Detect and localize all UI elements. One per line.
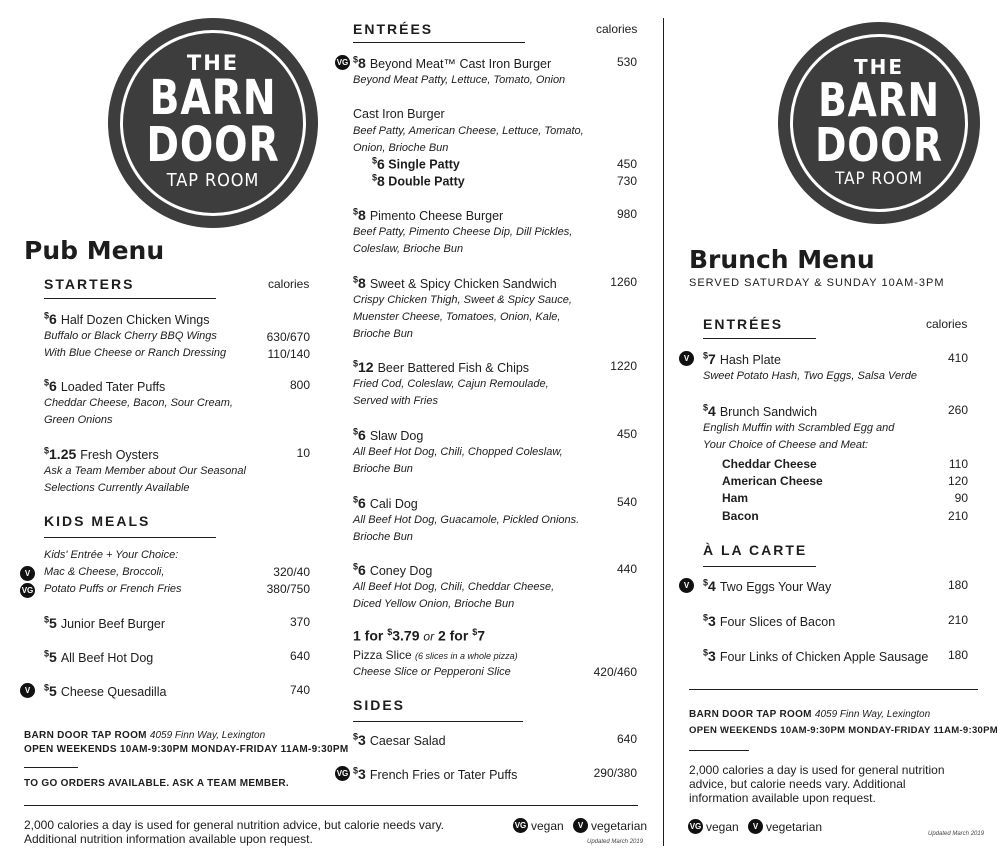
a-la-carte-heading: À LA CARTE: [703, 542, 808, 558]
opening-hours: OPEN WEEKENDS 10AM-9:30PM MONDAY-FRIDAY 11AM-9:30PM: [24, 744, 349, 755]
item-description: English Muffin with Scrambled Egg and Your Choice of Cheese and Meat:: [703, 422, 895, 451]
brunch-menu-title: Brunch Menu: [689, 245, 875, 274]
item-description: Buffalo or Black Cherry BBQ Wings With Blue Cheese or Ranch Dressing: [44, 330, 227, 359]
option-double-patty: $8 Double Patty: [372, 172, 465, 189]
menu-item-chicken-sausage: $3 Four Links of Chicken Apple Sausage: [703, 647, 929, 664]
item-calories: 530: [616, 55, 637, 69]
item-calories: 730: [616, 174, 637, 188]
item-description: Fried Cod, Coleslaw, Cajun Remoulade, Served with Fries: [353, 378, 549, 407]
item-calories: 800: [289, 378, 310, 392]
menu-item-fish-chips: $12 Beer Battered Fish & Chips: [353, 358, 530, 375]
option-single-patty: $6 Single Patty: [372, 155, 460, 172]
item-calories: 640: [289, 649, 310, 663]
menu-item-two-eggs: $4 Two Eggs Your Way: [703, 577, 832, 594]
barn-door-logo-right: THE BARN DOOR TAP ROOM: [778, 22, 980, 224]
divider: [44, 298, 216, 299]
item-calories: 450: [616, 157, 637, 171]
vegetarian-badge: V: [748, 819, 763, 834]
item-calories: 1220: [610, 359, 637, 373]
starters-heading: STARTERS: [44, 276, 135, 292]
item-calories: 450: [616, 427, 637, 441]
option-ham: Ham: [722, 491, 749, 505]
menu-item-fries: $3 French Fries or Tater Puffs: [353, 765, 518, 782]
menu-item-caesar-salad: $3 Caesar Salad: [353, 731, 446, 748]
menu-item-pizza-slice: Pizza Slice (6 slices in a whole pizza): [353, 648, 518, 662]
item-calories: 540: [616, 495, 637, 509]
item-description: Beyond Meat Patty, Lettuce, Tomato, Onion: [353, 74, 566, 86]
vegan-label: vegan: [531, 819, 564, 833]
kids-choice: Potato Puffs or French Fries: [44, 583, 182, 595]
menu-item-junior-burger: $5 Junior Beef Burger: [44, 614, 166, 631]
menu-item-hash-plate: $7 Hash Plate: [703, 350, 781, 367]
kids-meals-heading: KIDS MEALS: [44, 513, 151, 529]
item-calories: 420/460: [593, 665, 637, 679]
option-bacon: Bacon: [722, 509, 759, 523]
restaurant-address: BARN DOOR TAP ROOM 4059 Finn Way, Lexington: [689, 709, 931, 720]
opening-hours: OPEN WEEKENDS 10AM-9:30PM MONDAY-FRIDAY 11AM-9:30PM: [689, 725, 998, 736]
item-description: Beef Patty, American Cheese, Lettuce, Tomato, Onion, Brioche Bun: [353, 125, 584, 154]
divider: [24, 767, 78, 768]
vegan-badge: VG: [335, 55, 350, 70]
menu-item-cali-dog: $6 Cali Dog: [353, 494, 418, 511]
to-go-notice: TO GO ORDERS AVAILABLE. ASK A TEAM MEMBER.: [24, 778, 290, 789]
item-description: All Beef Hot Dog, Chili, Cheddar Cheese, Diced Yellow Onion, Brioche Bun: [353, 581, 555, 610]
updated-date: Updated March 2019: [928, 831, 985, 837]
item-calories: 740: [289, 683, 310, 697]
menu-item-beyond-burger: $8 Beyond Meat™ Cast Iron Burger: [353, 54, 552, 71]
item-calories: 980: [616, 207, 637, 221]
item-calories: 410: [947, 351, 968, 365]
item-calories: 110: [948, 457, 968, 471]
divider: [353, 42, 525, 43]
item-calories: 120: [947, 474, 968, 488]
entrees-calories-label: calories: [596, 22, 638, 36]
vegan-badge: VG: [20, 583, 35, 598]
menu-item-pimento-burger: $8 Pimento Cheese Burger: [353, 206, 504, 223]
restaurant-address: BARN DOOR TAP ROOM 4059 Finn Way, Lexington: [24, 730, 266, 741]
item-calories: 290/380: [593, 766, 637, 780]
menu-item-brunch-sandwich: $4 Brunch Sandwich: [703, 402, 818, 419]
option-cheddar: Cheddar Cheese: [722, 457, 817, 471]
vegetarian-badge: V: [20, 683, 35, 698]
nutrition-note: 2,000 calories a day is used for general nutrition advice, but calorie needs vary. Additional nutrition information available upon request.: [24, 818, 445, 846]
item-calories: 1260: [610, 275, 637, 289]
vegetarian-badge: V: [679, 351, 694, 366]
divider: [353, 721, 523, 722]
divider: [44, 537, 216, 538]
menu-item-bacon-slices: $3 Four Slices of Bacon: [703, 612, 836, 629]
entrees-heading: ENTRÉES: [353, 21, 434, 37]
vegetarian-label: vegetarian: [591, 819, 648, 833]
brunch-calories-label: calories: [926, 317, 968, 331]
item-calories: 10: [296, 446, 310, 460]
vegetarian-badge: V: [20, 566, 35, 581]
item-calories: 260: [947, 403, 968, 417]
menu-item-coney-dog: $6 Coney Dog: [353, 561, 433, 578]
vegan-badge: VG: [335, 766, 350, 781]
item-calories: 630/670 110/140: [266, 330, 310, 361]
pub-menu-title: Pub Menu: [24, 236, 165, 265]
kids-intro: Kids' Entrée + Your Choice:: [44, 549, 179, 561]
bottom-divider: [24, 805, 638, 806]
item-description: All Beef Hot Dog, Chili, Chopped Coleslaw, Brioche Bun: [353, 446, 563, 475]
nutrition-note: 2,000 calories a day is used for general nutrition advice, but calorie needs vary. Additional information available upon request.: [689, 763, 945, 805]
item-description: Ask a Team Member about Our Seasonal Selections Currently Available: [44, 465, 246, 494]
item-description: All Beef Hot Dog, Guacamole, Pickled Onions. Brioche Bun: [353, 514, 580, 543]
menu-item-cast-iron-burger: Cast Iron Burger: [353, 107, 445, 121]
vegan-label: vegan: [706, 820, 739, 834]
vegan-badge: VG: [688, 819, 703, 834]
starters-calories-label: calories: [268, 277, 310, 291]
menu-item-hot-dog: $5 All Beef Hot Dog: [44, 648, 154, 665]
menu-item-oysters: $1.25 Fresh Oysters: [44, 445, 159, 462]
divider: [703, 566, 816, 567]
item-description: Cheddar Cheese, Bacon, Sour Cream, Green Onions: [44, 397, 233, 426]
menu-item-tater-puffs: $6 Loaded Tater Puffs: [44, 377, 166, 394]
divider: [689, 689, 978, 690]
brunch-subtitle: SERVED SATURDAY & SUNDAY 10AM-3PM: [689, 277, 945, 289]
item-calories: 90: [954, 491, 968, 505]
item-calories: 370: [289, 615, 310, 629]
item-calories: 180: [947, 578, 968, 592]
vegetarian-badge: V: [573, 818, 588, 833]
item-description: Cheese Slice or Pepperoni Slice: [353, 666, 511, 678]
item-calories: 180: [947, 648, 968, 662]
vegetarian-badge: V: [679, 578, 694, 593]
item-description: Beef Patty, Pimento Cheese Dip, Dill Pickles, Coleslaw, Brioche Bun: [353, 226, 573, 255]
item-calories: 440: [616, 562, 637, 576]
kids-choice: Mac & Cheese, Broccoli,: [44, 566, 165, 578]
vegan-badge: VG: [513, 818, 528, 833]
menu-item-quesadilla: $5 Cheese Quesadilla: [44, 682, 167, 699]
item-calories: 320/40: [273, 565, 310, 579]
item-description: Sweet Potato Hash, Two Eggs, Salsa Verde: [703, 370, 918, 382]
menu-item-slaw-dog: $6 Slaw Dog: [353, 426, 424, 443]
item-description: Crispy Chicken Thigh, Sweet & Spicy Sauce, Muenster Cheese, Tomatoes, Onion, Kale, Brioche Bun: [353, 294, 572, 340]
divider: [703, 338, 816, 339]
option-american: American Cheese: [722, 474, 823, 488]
sides-heading: SIDES: [353, 697, 406, 713]
menu-item-chicken-sandwich: $8 Sweet & Spicy Chicken Sandwich: [353, 274, 557, 291]
pizza-price: 1 for $3.79 or 2 for $7: [353, 627, 485, 644]
menu-item-wings: $6 Half Dozen Chicken Wings: [44, 310, 210, 327]
vegetarian-label: vegetarian: [766, 820, 823, 834]
item-calories: 210: [947, 613, 968, 627]
column-divider: [663, 18, 664, 846]
brunch-entrees-heading: ENTRÉES: [703, 316, 784, 332]
item-calories: 210: [947, 509, 968, 523]
divider: [689, 750, 749, 751]
barn-door-logo-left: THE BARN DOOR TAP ROOM: [108, 18, 318, 228]
item-calories: 380/750: [266, 582, 310, 596]
updated-date: Updated March 2019: [587, 839, 644, 845]
item-calories: 640: [616, 732, 637, 746]
